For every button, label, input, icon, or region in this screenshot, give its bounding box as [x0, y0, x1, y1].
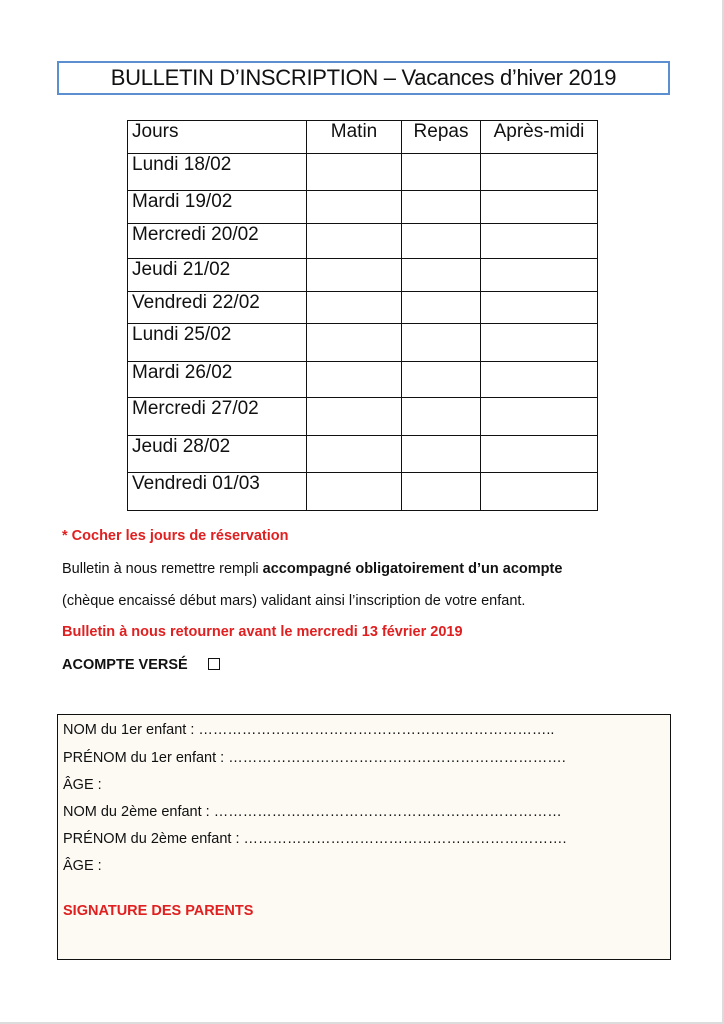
day-cell: Jeudi 28/02 — [128, 436, 307, 473]
table-header-row — [128, 121, 598, 154]
repas-checkbox-cell[interactable] — [402, 362, 481, 398]
page-title-text: BULLETIN D’INSCRIPTION – Vacances d’hiver 2019 — [110, 65, 617, 90]
age-enfant-1-field[interactable]: ÂGE : — [63, 777, 102, 793]
header-matin: Matin — [307, 121, 402, 154]
table-row — [128, 292, 598, 324]
apres-midi-checkbox-cell[interactable] — [481, 473, 598, 511]
repas-checkbox-cell[interactable] — [402, 398, 481, 436]
apres-midi-checkbox-cell[interactable] — [481, 324, 598, 362]
age-enfant-2-field[interactable]: ÂGE : — [63, 858, 102, 874]
matin-checkbox-cell[interactable] — [307, 292, 402, 324]
prenom-enfant-1-field[interactable]: PRÉNOM du 1er enfant : ……………………………………………………………. — [63, 750, 566, 766]
matin-checkbox-cell[interactable] — [307, 436, 402, 473]
day-cell: Lundi 18/02 — [128, 154, 307, 191]
apres-midi-checkbox-cell[interactable] — [481, 154, 598, 191]
apres-midi-checkbox-cell[interactable] — [481, 398, 598, 436]
repas-checkbox-cell[interactable] — [402, 154, 481, 191]
apres-midi-checkbox-cell[interactable] — [481, 191, 598, 224]
cocher-note: * Cocher les jours de réservation — [62, 528, 289, 544]
table-row — [128, 362, 598, 398]
header-apres-midi: Après-midi — [481, 121, 598, 154]
matin-checkbox-cell[interactable] — [307, 259, 402, 292]
bulletin-note — [62, 561, 562, 577]
table-row — [128, 191, 598, 224]
header-repas: Repas — [402, 121, 481, 154]
table-row — [128, 224, 598, 259]
day-cell: Jeudi 21/02 — [128, 259, 307, 292]
prenom-enfant-2-field[interactable]: PRÉNOM du 2ème enfant : …………………………………………………………. — [63, 831, 567, 847]
apres-midi-checkbox-cell[interactable] — [481, 362, 598, 398]
matin-checkbox-cell[interactable] — [307, 398, 402, 436]
header-jours: Jours — [128, 121, 307, 154]
matin-checkbox-cell[interactable] — [307, 362, 402, 398]
bulletin-note-emphasis: accompagné obligatoirement d’un acompte — [262, 561, 563, 577]
table-row — [128, 259, 598, 292]
table-row — [128, 324, 598, 362]
child-info-form — [57, 714, 671, 960]
deadline-note: Bulletin à nous retourner avant le mercredi 13 février 2019 — [62, 624, 463, 640]
schedule-table — [127, 120, 598, 511]
repas-checkbox-cell[interactable] — [402, 191, 481, 224]
matin-checkbox-cell[interactable] — [307, 154, 402, 191]
page-title — [57, 61, 670, 95]
table-row — [128, 154, 598, 191]
acompte-line — [62, 657, 220, 673]
table-row — [128, 436, 598, 473]
table-row — [128, 473, 598, 511]
apres-midi-checkbox-cell[interactable] — [481, 224, 598, 259]
repas-checkbox-cell[interactable] — [402, 473, 481, 511]
matin-checkbox-cell[interactable] — [307, 191, 402, 224]
nom-enfant-2-field[interactable]: NOM du 2ème enfant : ……………………………………………………………… — [63, 804, 562, 820]
repas-checkbox-cell[interactable] — [402, 324, 481, 362]
repas-checkbox-cell[interactable] — [402, 224, 481, 259]
apres-midi-checkbox-cell[interactable] — [481, 292, 598, 324]
day-cell: Mercredi 20/02 — [128, 224, 307, 259]
day-cell: Mardi 19/02 — [128, 191, 307, 224]
repas-checkbox-cell[interactable] — [402, 436, 481, 473]
cheque-note: (chèque encaissé début mars) validant ainsi l’inscription de votre enfant. — [62, 593, 526, 609]
nom-enfant-1-field[interactable]: NOM du 1er enfant : ……………………………………………………………….. — [63, 722, 555, 738]
day-cell: Vendredi 01/03 — [128, 473, 307, 511]
repas-checkbox-cell[interactable] — [402, 259, 481, 292]
table-row — [128, 398, 598, 436]
day-cell: Mercredi 27/02 — [128, 398, 307, 436]
day-cell: Vendredi 22/02 — [128, 292, 307, 324]
repas-checkbox-cell[interactable] — [402, 292, 481, 324]
bulletin-note-start: Bulletin à nous remettre rempli — [62, 561, 263, 577]
day-cell: Lundi 25/02 — [128, 324, 307, 362]
acompte-checkbox[interactable] — [208, 658, 220, 670]
apres-midi-checkbox-cell[interactable] — [481, 436, 598, 473]
acompte-label: ACOMPTE VERSÉ — [62, 657, 188, 673]
signature-label: SIGNATURE DES PARENTS — [63, 903, 254, 919]
day-cell: Mardi 26/02 — [128, 362, 307, 398]
matin-checkbox-cell[interactable] — [307, 473, 402, 511]
matin-checkbox-cell[interactable] — [307, 224, 402, 259]
apres-midi-checkbox-cell[interactable] — [481, 259, 598, 292]
matin-checkbox-cell[interactable] — [307, 324, 402, 362]
